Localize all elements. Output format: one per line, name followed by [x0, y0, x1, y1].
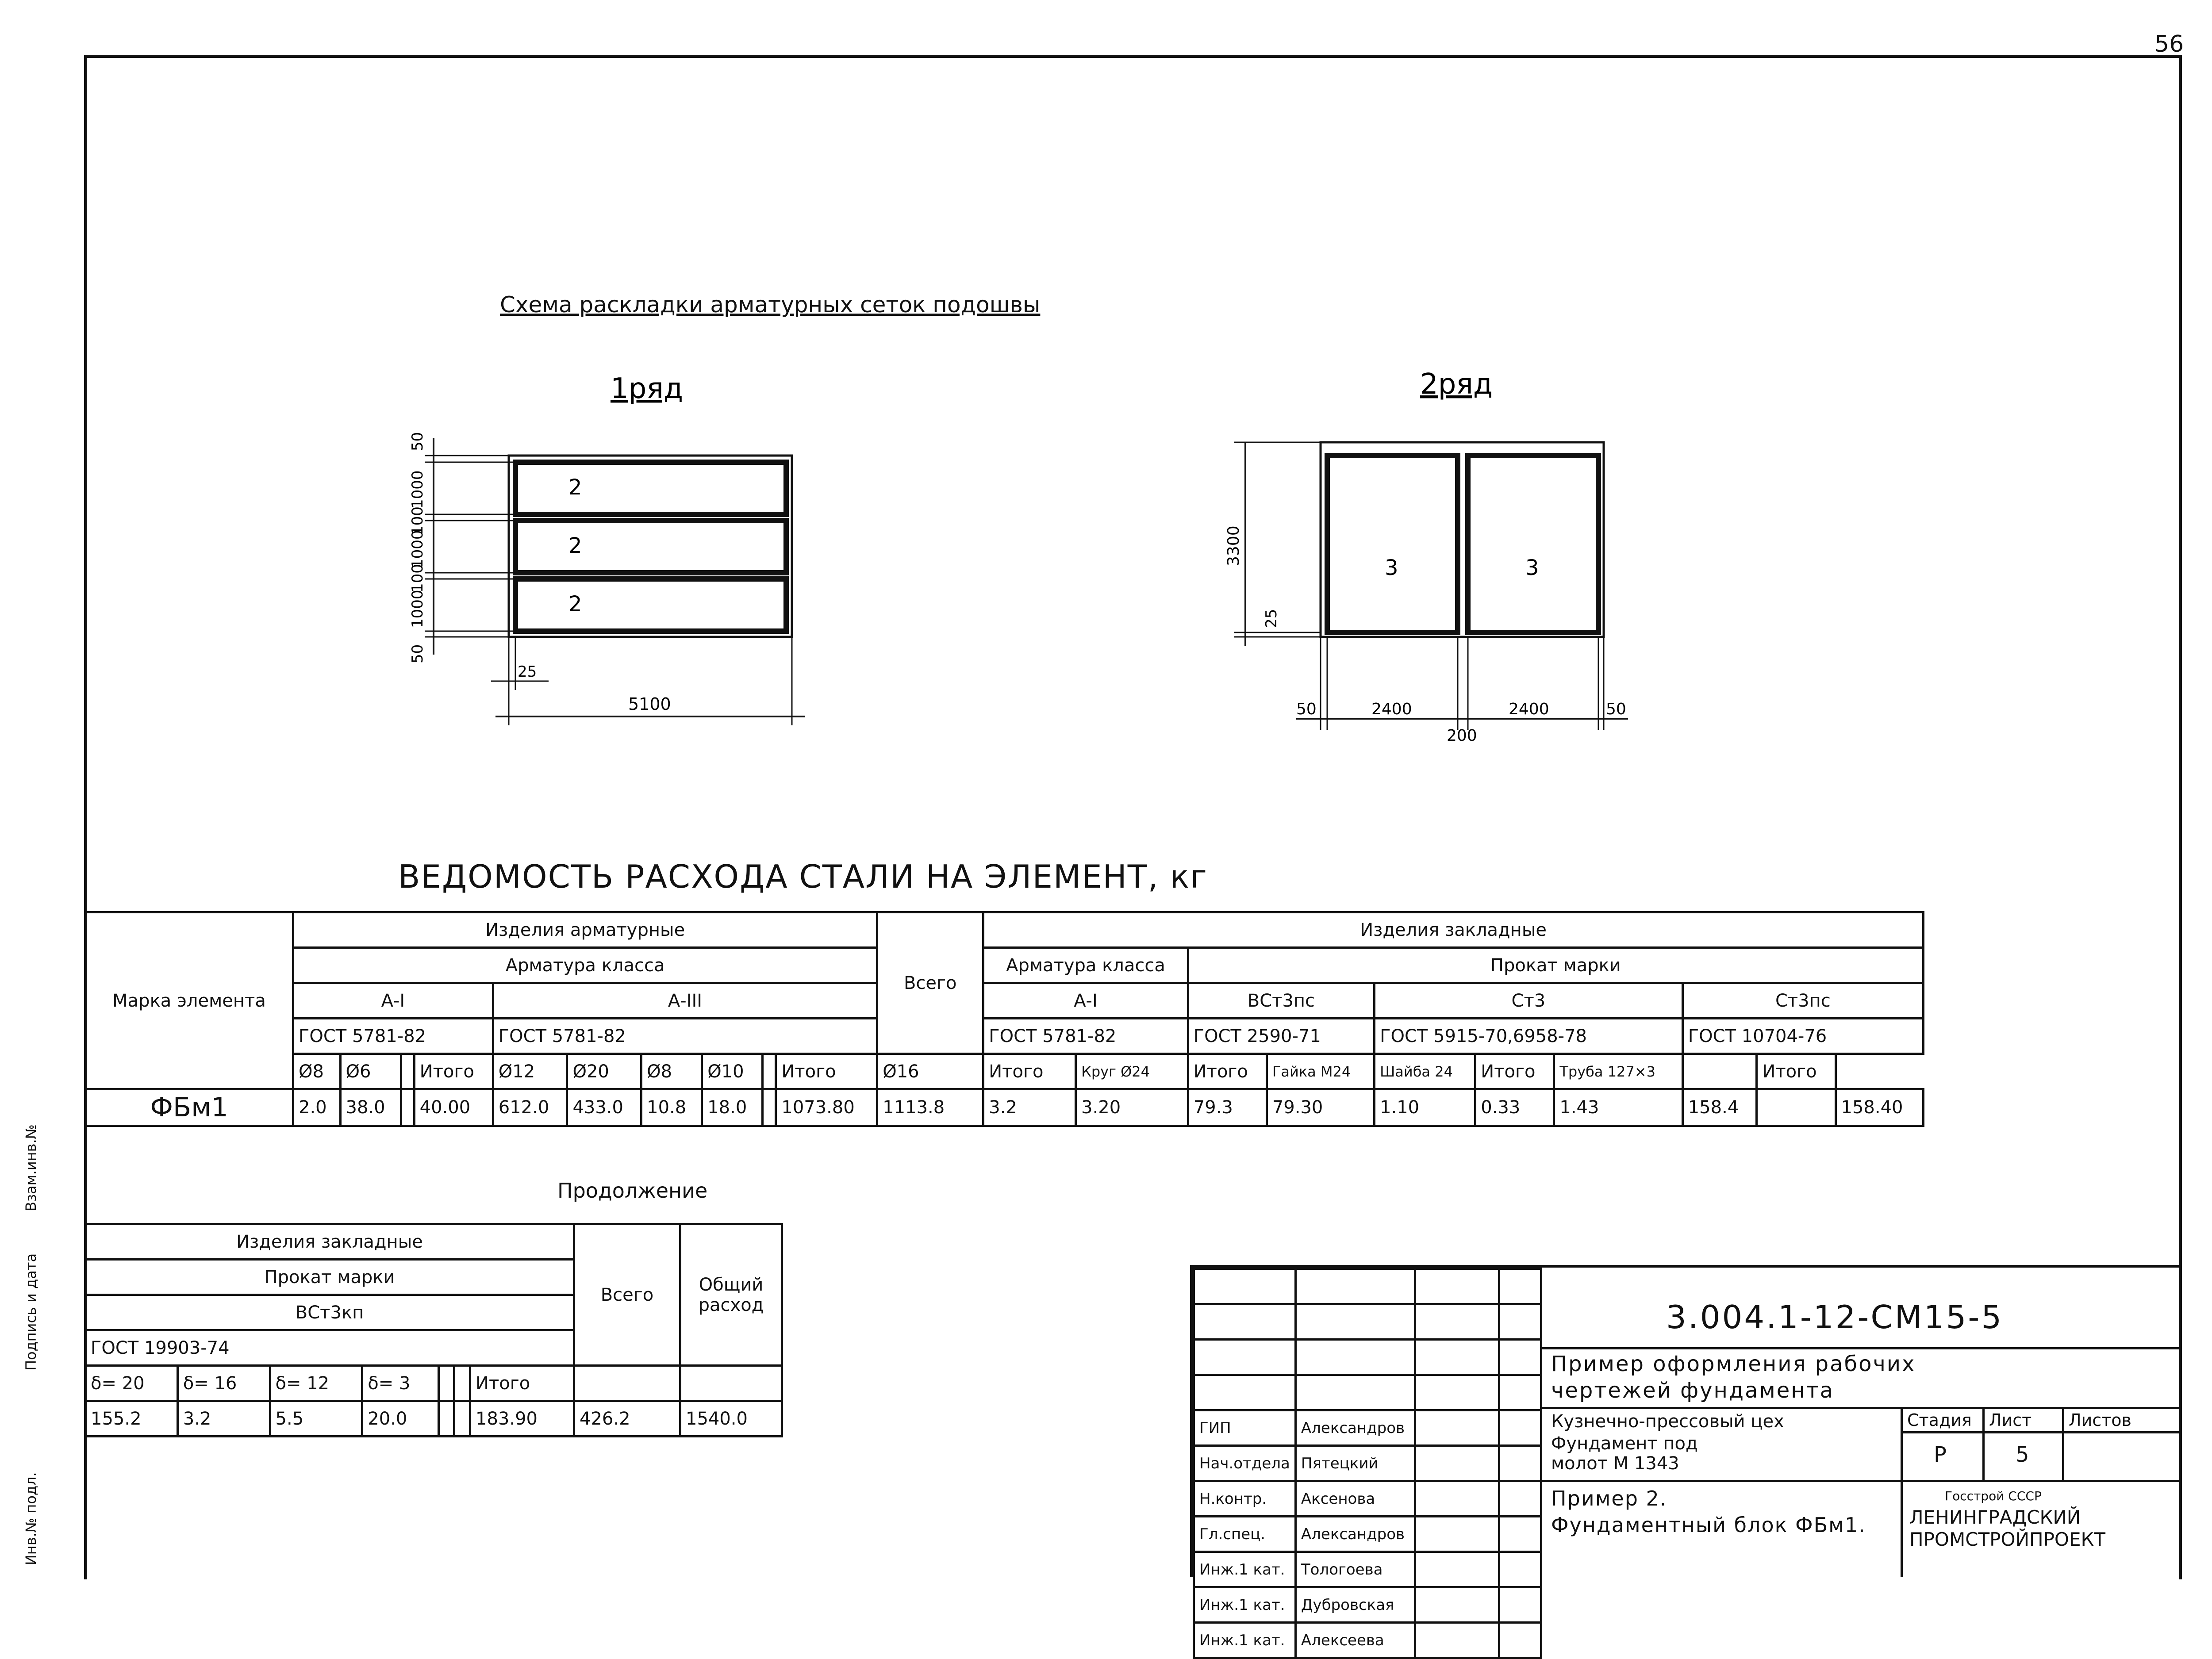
sub-h: Ø6	[340, 1054, 401, 1089]
cell: 1.10	[1375, 1089, 1475, 1126]
cell	[438, 1401, 454, 1437]
row2-dim-25: 25	[1263, 609, 1280, 628]
cls-st3ps: Ст3пс	[1682, 983, 1923, 1019]
role: ГИП	[1194, 1410, 1296, 1446]
cell: 3.2	[983, 1089, 1076, 1126]
cell	[1757, 1089, 1836, 1126]
sheet-title-1: Пример 2.	[1551, 1487, 1667, 1510]
sub-h	[454, 1366, 470, 1401]
side-label-sign: Подпись и дата	[23, 1253, 39, 1371]
sub-h	[1682, 1054, 1757, 1089]
cell: 10.8	[641, 1089, 702, 1126]
row1-dim-25: 25	[518, 663, 537, 681]
t2-h-total: Всего	[574, 1224, 680, 1366]
stamp-line	[1542, 1347, 2179, 1349]
row2-dim-2400b: 2400	[1509, 700, 1549, 718]
lists-header: Листов	[2069, 1410, 2131, 1430]
role: Инж.1 кат.	[1194, 1623, 1296, 1658]
t2-sub-row	[85, 1366, 782, 1401]
cell: 158.40	[1836, 1089, 1923, 1126]
cell	[454, 1401, 470, 1437]
sheet-number: 56	[2154, 31, 2184, 57]
sub-h: δ= 16	[177, 1366, 270, 1401]
stage-header: Стадия	[1907, 1410, 1972, 1430]
cell: 1073.80	[776, 1089, 877, 1126]
list-value: 5	[2016, 1442, 2029, 1467]
row1-mark-1: 2	[568, 475, 582, 500]
name: Дубровская	[1295, 1587, 1415, 1623]
cell: 79.3	[1188, 1089, 1267, 1126]
cls-a1b: А-I	[983, 983, 1188, 1019]
role: Инж.1 кат.	[1194, 1587, 1296, 1623]
sub-h: Шайба 24	[1375, 1054, 1475, 1089]
stamp-line	[1901, 1480, 1903, 1577]
cell	[763, 1089, 776, 1126]
sub-h: Итого	[470, 1366, 574, 1401]
t2-h-prokat: Прокат марки	[85, 1260, 574, 1295]
stage-grid	[1901, 1407, 2181, 1480]
row1-dim-50b: 50	[409, 644, 426, 663]
sub-h: δ= 12	[270, 1366, 362, 1401]
gost-2: ГОСТ 5781-82	[493, 1019, 877, 1054]
obj-line-1: Кузнечно-прессовый цех	[1551, 1411, 1784, 1432]
row2-dim-2400a: 2400	[1371, 700, 1412, 718]
row1-dim-1000b: 1000	[409, 530, 426, 568]
t2-cls: ВСт3кп	[85, 1295, 574, 1330]
sub-h	[401, 1054, 414, 1089]
doc-title-2: чертежей фундамента	[1551, 1378, 1835, 1403]
row2-hdim-ext	[1321, 637, 1604, 730]
t2-gost: ГОСТ 19903-74	[85, 1330, 574, 1366]
sub-h: Ø20	[567, 1054, 641, 1089]
row1-dim-1000c: 1000	[409, 590, 426, 628]
continuation-label: Продолжение	[557, 1179, 708, 1203]
continuation-table	[84, 1223, 783, 1437]
cell: 18.0	[702, 1089, 763, 1126]
side-label-inv: Инв.№ подл.	[23, 1472, 39, 1565]
sub-h: Итого	[983, 1054, 1076, 1089]
gost-3: ГОСТ 5781-82	[983, 1019, 1188, 1054]
side-label-vzam: Взам.инв.№	[23, 1124, 39, 1211]
sub-h-empty	[680, 1366, 782, 1401]
cell-common: 1540.0	[680, 1401, 782, 1437]
row1-dim-100a: 100	[409, 506, 426, 535]
row1-mesh-2	[515, 521, 786, 573]
org-1: Госстрой СССР	[1945, 1489, 2042, 1503]
sub-h: Круг Ø24	[1076, 1054, 1188, 1089]
row1-dim-1000a: 1000	[409, 470, 426, 509]
row2-dim-50a: 50	[1296, 700, 1317, 718]
row2-label: 2ряд	[1420, 368, 1493, 401]
sub-h: Итого	[776, 1054, 877, 1089]
table-row	[85, 1401, 782, 1437]
sub-h: δ= 20	[85, 1366, 178, 1401]
row-mark: ФБм1	[85, 1089, 293, 1126]
cls-a3: А-III	[493, 983, 877, 1019]
sub-h	[438, 1366, 454, 1401]
gost-4: ГОСТ 2590-71	[1188, 1019, 1374, 1054]
stage-value: Р	[1934, 1442, 1947, 1467]
signature-grid	[1193, 1268, 1542, 1659]
gost-1: ГОСТ 5781-82	[293, 1019, 493, 1054]
cell: 0.33	[1475, 1089, 1554, 1126]
title-block	[1190, 1265, 2179, 1649]
role: Инж.1 кат.	[1194, 1552, 1296, 1587]
gost-6: ГОСТ 10704-76	[1682, 1019, 1923, 1054]
list-header: Лист	[1989, 1410, 2032, 1430]
cell: 433.0	[567, 1089, 641, 1126]
cell: 40.00	[414, 1089, 493, 1126]
sub-h: Ø10	[702, 1054, 763, 1089]
obj-line-2: Фундамент под	[1551, 1433, 1698, 1454]
cell: 612.0	[493, 1089, 567, 1126]
org-2: ЛЕНИНГРАДСКИЙ	[1909, 1506, 2081, 1528]
row1-dim-100b: 100	[409, 564, 426, 593]
cell: 158.4	[1682, 1089, 1757, 1126]
row1-dim-width: 5100	[628, 694, 671, 714]
name: Пятецкий	[1295, 1446, 1415, 1481]
row1-outline	[509, 456, 792, 637]
steel-title: ВЕДОМОСТЬ РАСХОДА СТАЛИ НА ЭЛЕМЕНТ, кг	[398, 858, 1208, 895]
obj-line-3: молот М 1343	[1551, 1453, 1679, 1474]
cell: 38.0	[340, 1089, 401, 1126]
row2-dim-50b: 50	[1606, 700, 1626, 718]
row1-dim-50a: 50	[409, 432, 426, 451]
cls-vst: ВСт3пс	[1188, 983, 1374, 1019]
sub-h: δ= 3	[362, 1366, 439, 1401]
row2-outline	[1321, 442, 1604, 637]
sub-h: Ø16	[877, 1054, 983, 1089]
row1-vdim-ticks	[425, 456, 515, 637]
cls-a1: А-I	[293, 983, 493, 1019]
cell: 5.5	[270, 1401, 362, 1437]
doc-code: 3.004.1-12-СМ15-5	[1666, 1299, 2004, 1336]
sub-h: Ø8	[641, 1054, 702, 1089]
h-mark: Марка элемента	[85, 912, 293, 1089]
cell: 3.20	[1076, 1089, 1188, 1126]
h-emb-arm-class: Арматура класса	[983, 948, 1188, 983]
sub-h: Итого	[1188, 1054, 1267, 1089]
t2-h-common: Общий расход	[680, 1224, 782, 1366]
row1-mark-3: 2	[568, 592, 582, 617]
sub-h: Итого	[414, 1054, 493, 1089]
h-emb: Изделия закладные	[983, 912, 1924, 948]
name: Александров	[1295, 1517, 1415, 1552]
h-arm-class: Арматура класса	[293, 948, 877, 983]
row2-mark-1: 3	[1385, 556, 1398, 580]
row2-mesh-1	[1327, 456, 1458, 632]
h-arm: Изделия арматурные	[293, 912, 877, 948]
steel-table	[84, 911, 1924, 1127]
cell: 183.90	[470, 1401, 574, 1437]
cell-total: 426.2	[574, 1401, 680, 1437]
h-total: Всего	[877, 912, 983, 1054]
row1-label: 1ряд	[611, 372, 684, 405]
row2-dim-height: 3300	[1225, 525, 1243, 566]
cell: 2.0	[293, 1089, 341, 1126]
sub-h: Труба 127×3	[1554, 1054, 1682, 1089]
name: Аксенова	[1295, 1481, 1415, 1517]
sub-h: Итого	[1757, 1054, 1836, 1089]
cls-st3: Ст3	[1375, 983, 1683, 1019]
table-row	[85, 1089, 1924, 1126]
side-labels	[18, 1106, 49, 1570]
row1-vdim-labels	[409, 432, 426, 663]
cell	[401, 1089, 414, 1126]
sub-h: Итого	[1475, 1054, 1554, 1089]
cell: 79.30	[1267, 1089, 1374, 1126]
cell: 155.2	[85, 1401, 178, 1437]
role: Нач.отдела	[1194, 1446, 1296, 1481]
name: Александров	[1295, 1410, 1415, 1446]
row2-mark-2: 3	[1525, 556, 1539, 580]
sub-h: Гайка М24	[1267, 1054, 1374, 1089]
org-3: ПРОМСТРОЙПРОЕКТ	[1909, 1529, 2105, 1550]
cell: 3.2	[177, 1401, 270, 1437]
sub-header-row	[85, 1054, 1924, 1089]
sub-h: Ø8	[293, 1054, 341, 1089]
row2-dim-gap: 200	[1447, 727, 1477, 745]
sheet-title-2: Фундаментный блок ФБм1.	[1551, 1513, 1866, 1537]
role: Гл.спец.	[1194, 1517, 1296, 1552]
sub-h: Ø12	[493, 1054, 567, 1089]
cell: 20.0	[362, 1401, 439, 1437]
t2-h-emb: Изделия закладные	[85, 1224, 574, 1260]
h-prokat: Прокат марки	[1188, 948, 1923, 983]
row1-mesh-3	[515, 579, 786, 631]
row2-mesh-2	[1468, 456, 1598, 632]
gost-5: ГОСТ 5915-70,6958-78	[1375, 1019, 1683, 1054]
cell-total: 1113.8	[877, 1089, 983, 1126]
layout-drawing	[0, 0, 2212, 774]
cell: 1.43	[1554, 1089, 1682, 1126]
name: Тологоева	[1295, 1552, 1415, 1587]
scheme-title: Схема раскладки арматурных сеток подошвы	[500, 292, 1041, 318]
row1-mark-2: 2	[568, 533, 582, 558]
sub-h-empty	[574, 1366, 680, 1401]
row1-mesh-1	[515, 462, 786, 514]
role: Н.контр.	[1194, 1481, 1296, 1517]
name: Алексеева	[1295, 1623, 1415, 1658]
doc-title-1: Пример оформления рабочих	[1551, 1352, 1916, 1376]
sub-h	[763, 1054, 776, 1089]
stamp-line	[1542, 1480, 2179, 1482]
